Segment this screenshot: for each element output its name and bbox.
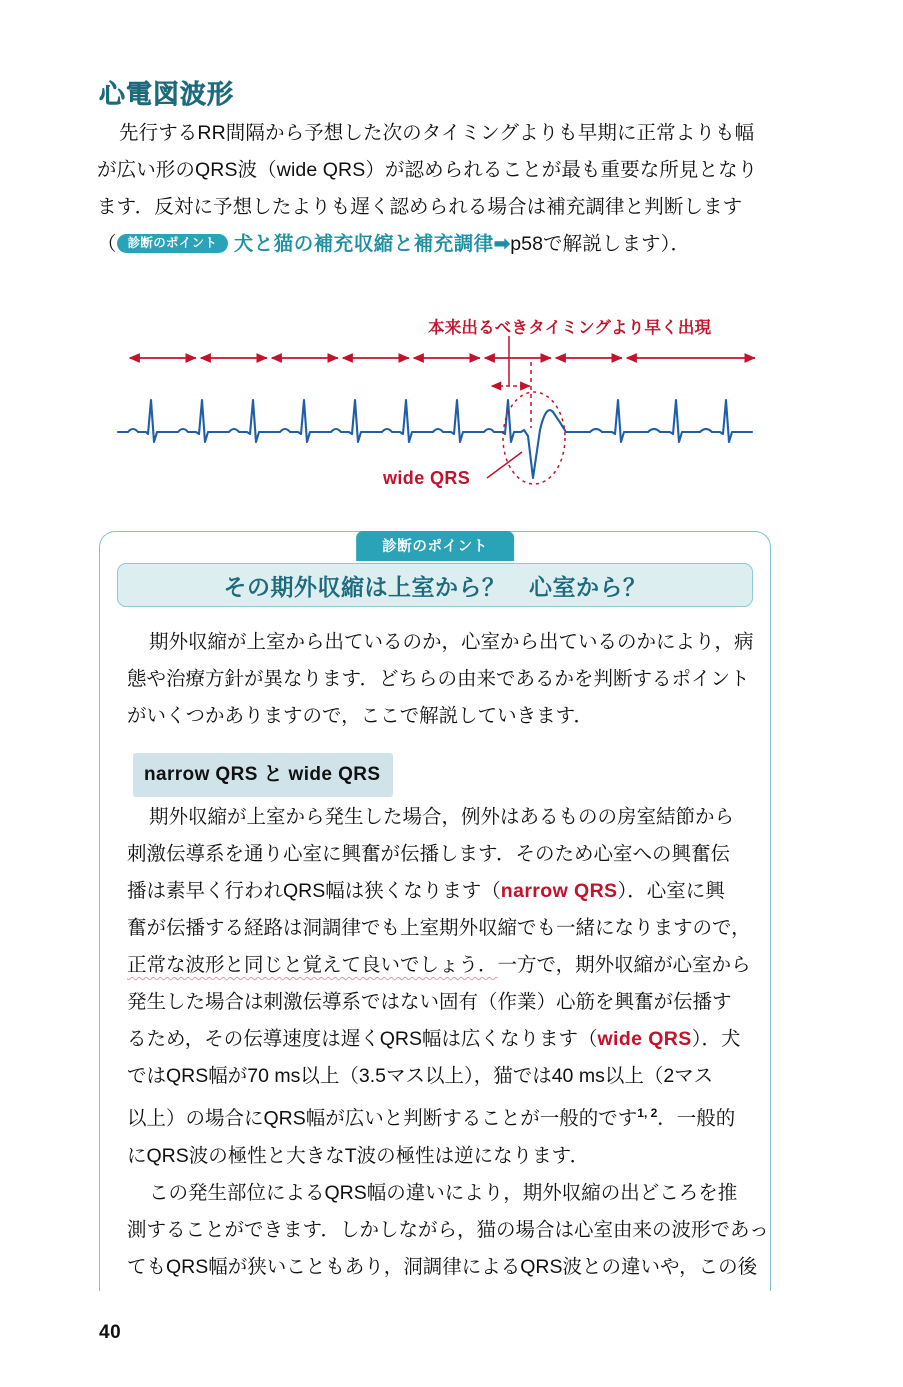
- intro-paragraph: [97, 115, 769, 263]
- callout-intro-line-3: がいくつかありますので，ここで解説していきます．: [127, 705, 594, 727]
- keyword-wide-qrs: wide QRS: [597, 1028, 692, 1050]
- intro-line-1: 先行するRR間隔から予想した次のタイミングよりも早期に正常よりも幅: [119, 122, 755, 144]
- callout-body: [127, 624, 769, 1286]
- intro-line-2: が広い形のQRS波（wide QRS）が認められることが最も重要な所見となり: [97, 159, 758, 181]
- callout-line-10: にQRS波の極性と大きなT波の極性は逆になります．: [127, 1144, 590, 1167]
- citation-reference: 1, 2: [637, 1106, 658, 1120]
- callout-intro-line-1: 期外収縮が上室から出ているのか，心室から出ているのかにより，病: [149, 631, 754, 653]
- crossref-tail: p58で解説します）．: [510, 233, 691, 255]
- callout-line-9-a: 以上）の場合にQRS幅が広いと判断することが一般的です: [127, 1107, 638, 1130]
- callout-line-9-b: ．一般的: [657, 1107, 736, 1130]
- wide-qrs-leader-line: [487, 452, 522, 478]
- callout-line-3-a: 播は素早く行われQRS幅は狭くなります（: [127, 880, 501, 902]
- callout-line-6: 発生した場合は刺激伝導系ではない固有（作業）心筋を興奮が伝播す: [127, 991, 732, 1013]
- callout-line-1: 期外収縮が上室から発生した場合，例外はあるものの房室結節から: [149, 806, 735, 828]
- callout-line-4: 奮が伝播する経路は洞調律でも上室期外収縮でも一緒になりますので，: [127, 917, 751, 939]
- figure-label-wide-qrs: wide QRS: [383, 468, 471, 488]
- crossref-link[interactable]: 犬と猫の補充収縮と補充調律: [233, 233, 494, 255]
- callout-line-7-a: るため，その伝導速度は遅くQRS幅は広くなります（: [127, 1028, 598, 1050]
- callout-line-7: [127, 1021, 743, 1058]
- open-paren: （: [97, 233, 117, 255]
- callout-title: その期外収縮は上室から？ 心室から？: [117, 563, 753, 607]
- intro-crossref-line: [97, 226, 769, 263]
- page-number: 40: [99, 1322, 122, 1343]
- callout-line-2: 刺激伝導系を通り心室に興奮が伝播します．そのため心室への興奮伝: [127, 843, 730, 865]
- ecg-trace: [118, 400, 752, 478]
- ecg-svg: [0, 300, 903, 510]
- right-arrow-icon: ➡: [493, 233, 511, 255]
- callout-line-3-b: ）．心室に興: [617, 880, 725, 902]
- intro-line-3: ます．反対に予想したよりも遅く認められる場合は補充調律と判断します: [97, 196, 743, 218]
- section-heading: 心電図波形: [99, 79, 235, 109]
- figure-caption-top: 本来出るべきタイミングより早く出現: [428, 319, 712, 337]
- callout-tab-label: 診断のポイント: [356, 531, 514, 561]
- callout-line-7-b: ）．犬: [691, 1028, 741, 1050]
- diagnosis-point-badge: 診断のポイント: [117, 234, 229, 253]
- wavy-underlined-text: 正常な波形と同じと覚えて良いでしょう．: [127, 954, 498, 976]
- callout-line-5-rest: 一方で，期外収縮が心室から: [497, 954, 751, 976]
- ecg-figure: [0, 300, 903, 510]
- callout-line-5: [127, 947, 751, 984]
- callout-line-12: 測することができます．しかしながら，猫の場合は心室由来の波形であっ: [127, 1218, 769, 1241]
- callout-intro-line-2: 態や治療方針が異なります．どちらの由来であるかを判断するポイント: [127, 668, 750, 690]
- callout-line-13: てもQRS幅が狭いこともあり，洞調律によるQRS波との違いや，この後: [127, 1255, 758, 1278]
- callout-line-9: [127, 1095, 743, 1138]
- callout-line-8: ではQRS幅が70 ms以上（3.5マス以上），猫では40 ms以上（2マス: [127, 1065, 714, 1087]
- diagnosis-point-callout: [99, 531, 771, 1291]
- subheading-narrow-wide-qrs: narrow QRS と wide QRS: [133, 753, 393, 797]
- callout-line-3: [127, 873, 743, 910]
- callout-line-11: この発生部位によるQRS幅の違いにより，期外収縮の出どころを推: [149, 1181, 738, 1204]
- keyword-narrow-qrs: narrow QRS: [500, 880, 618, 902]
